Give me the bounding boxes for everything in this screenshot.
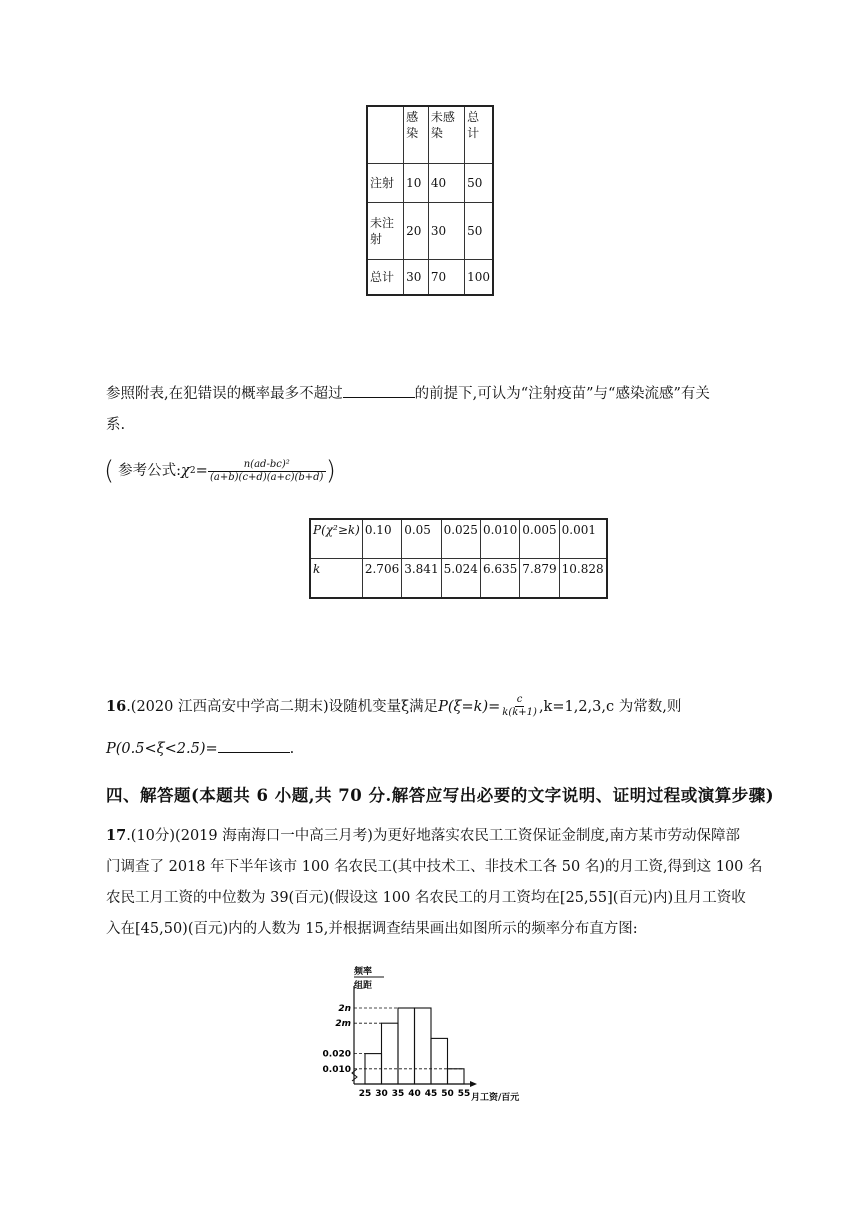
chi-table-cell: 6.635 — [480, 559, 519, 599]
infection-table-cell: 40 — [428, 164, 464, 203]
q17-line4: 入在[45,50)(百元)内的人数为 15,并根据调查结果画出如图所示的频率分布直方图: — [106, 921, 638, 937]
x-axis-arrow — [470, 1081, 477, 1087]
formula-fraction — [208, 459, 326, 484]
histogram-bar — [431, 1038, 448, 1084]
y-tick-label: 0.010 — [322, 1064, 351, 1075]
y-tick-label: 0.020 — [322, 1049, 351, 1060]
q15-line2 — [106, 415, 125, 435]
infection-table-header: 未感染 — [428, 106, 464, 164]
q16-fraction — [500, 694, 539, 719]
infection-table-cell: 30 — [404, 260, 429, 296]
histogram-bar — [382, 1023, 399, 1084]
chi-table-cell: 0.025 — [441, 519, 480, 559]
chi-table-cell: 0.010 — [480, 519, 519, 559]
chi-square-table — [309, 518, 608, 599]
q16-expr: P(0.5<ξ<2.5)= — [106, 741, 218, 757]
formula-right-paren: ) — [325, 456, 336, 486]
q17-line3: 农民工月工资的中位数为 39(百元)(假设这 100 名农民工的月工资均在[25,55](百元)内)且月工资收 — [106, 890, 746, 906]
q17-line2: 门调查了 2018 年下半年该市 100 名农民工(其中技术工、非技术工各 50 名)的月工资,得到这 100 名 — [106, 859, 763, 875]
q17-line1 — [106, 826, 740, 846]
section4-title: 四、解答题(本题共 6 小题,共 70 分.解答应写出必要的文字说明、证明过程或演算步骤) — [106, 786, 775, 805]
x-tick-label: 25 — [358, 1089, 372, 1099]
chi-table-cell: 7.879 — [520, 559, 559, 599]
x-tick-label: 55 — [457, 1089, 471, 1099]
histogram-bar — [398, 1008, 415, 1084]
q16-line2: P(0.5<ξ<2.5)= . — [106, 738, 294, 759]
infection-table-cell: 未注射 — [367, 203, 404, 260]
histogram-bar — [415, 1008, 432, 1084]
chi-table-cell: 0.001 — [559, 519, 607, 559]
formula-numerator: n(ad-bc)² — [208, 459, 326, 472]
q15-text: 的前提下,可认为“注射疫苗”与“感染流感”有关 — [414, 386, 710, 402]
infection-table-cell: 70 — [428, 260, 464, 296]
q15-text: 参照附表,在犯错误的概率最多不超过 — [106, 386, 343, 402]
q16-fraction-denominator: k(k+1) — [502, 707, 537, 718]
x-tick-label: 50 — [441, 1089, 454, 1099]
y-tick-label: 2m — [335, 1019, 351, 1030]
x-tick-label: 40 — [408, 1089, 421, 1099]
formula-left-paren: ( — [104, 456, 115, 486]
chi-table-cell: 5.024 — [441, 559, 480, 599]
q17-number: 17 — [106, 827, 127, 844]
infection-table-cell: 50 — [465, 164, 493, 203]
infection-table — [366, 105, 494, 296]
x-axis-label: 月工资/百元 — [471, 1093, 520, 1103]
x-tick-label: 35 — [391, 1089, 405, 1099]
x-tick-label: 30 — [375, 1089, 388, 1099]
infection-table-cell: 10 — [404, 164, 429, 203]
infection-table-cell: 20 — [404, 203, 429, 260]
q17-text: .(10分)(2019 海南海口一中高三月考)为更好地落实农民工工资保证金制度,南方某市劳动保障部 — [126, 828, 740, 844]
chi-table-cell: 10.828 — [559, 559, 607, 599]
chi-table-cell: 0.05 — [402, 519, 441, 559]
q16-line1 — [106, 694, 681, 719]
axis-break-mark — [352, 1069, 357, 1081]
y-axis-label-top: 频率 — [354, 967, 373, 977]
chi-table-cell: 0.005 — [520, 519, 559, 559]
q16-fraction-numerator: c — [516, 694, 523, 705]
histogram-bar — [448, 1069, 465, 1084]
formula-lhs: χ — [181, 463, 190, 479]
q15-line1 — [106, 383, 710, 404]
y-tick-label: 2n — [338, 1004, 351, 1014]
chi-table-row-label: k — [310, 559, 362, 599]
q15-answer-blank[interactable] — [343, 383, 415, 398]
infection-table-cell: 30 — [428, 203, 464, 260]
infection-table-cell: 100 — [465, 260, 493, 296]
reference-formula: ( 参考公式: χ 2 = $\frac{\text{n(ad-bc)²}}{(a+b)(c+d)(a+c)(b+d)}$ ) — [104, 456, 336, 486]
formula-denominator: (a+b)(c+d)(a+c)(b+d) — [210, 471, 324, 483]
q16-expr-left: P(ξ=k)= — [438, 698, 501, 715]
y-axis-label-bottom: 组距 — [354, 981, 373, 991]
infection-table-corner — [367, 106, 404, 164]
infection-table-cell: 总计 — [367, 260, 404, 296]
chi-table-cell: 0.10 — [362, 519, 401, 559]
q15-text: 系. — [106, 417, 126, 433]
x-tick-label: 45 — [424, 1089, 438, 1099]
q16-expr-right: ,k=1,2,3,c 为常数,则 — [538, 698, 682, 715]
chi-table-cell: 3.841 — [402, 559, 441, 599]
formula-prefix: 参考公式: — [118, 463, 182, 479]
q16-number: 16 — [106, 697, 127, 715]
q16-source: .(2020 江西高安中学高二期末)设随机变量ξ满足 — [126, 698, 439, 715]
frequency-histogram — [310, 958, 560, 1108]
chi-table-cell: 2.706 — [362, 559, 401, 599]
infection-table-header: 总计 — [465, 106, 493, 164]
infection-table-header: 感染 — [404, 106, 429, 164]
infection-table-cell: 50 — [465, 203, 493, 260]
q16-answer-blank[interactable] — [218, 738, 290, 753]
infection-table-cell: 注射 — [367, 164, 404, 203]
chi-table-row-label: P(χ²≥k) — [310, 519, 362, 559]
